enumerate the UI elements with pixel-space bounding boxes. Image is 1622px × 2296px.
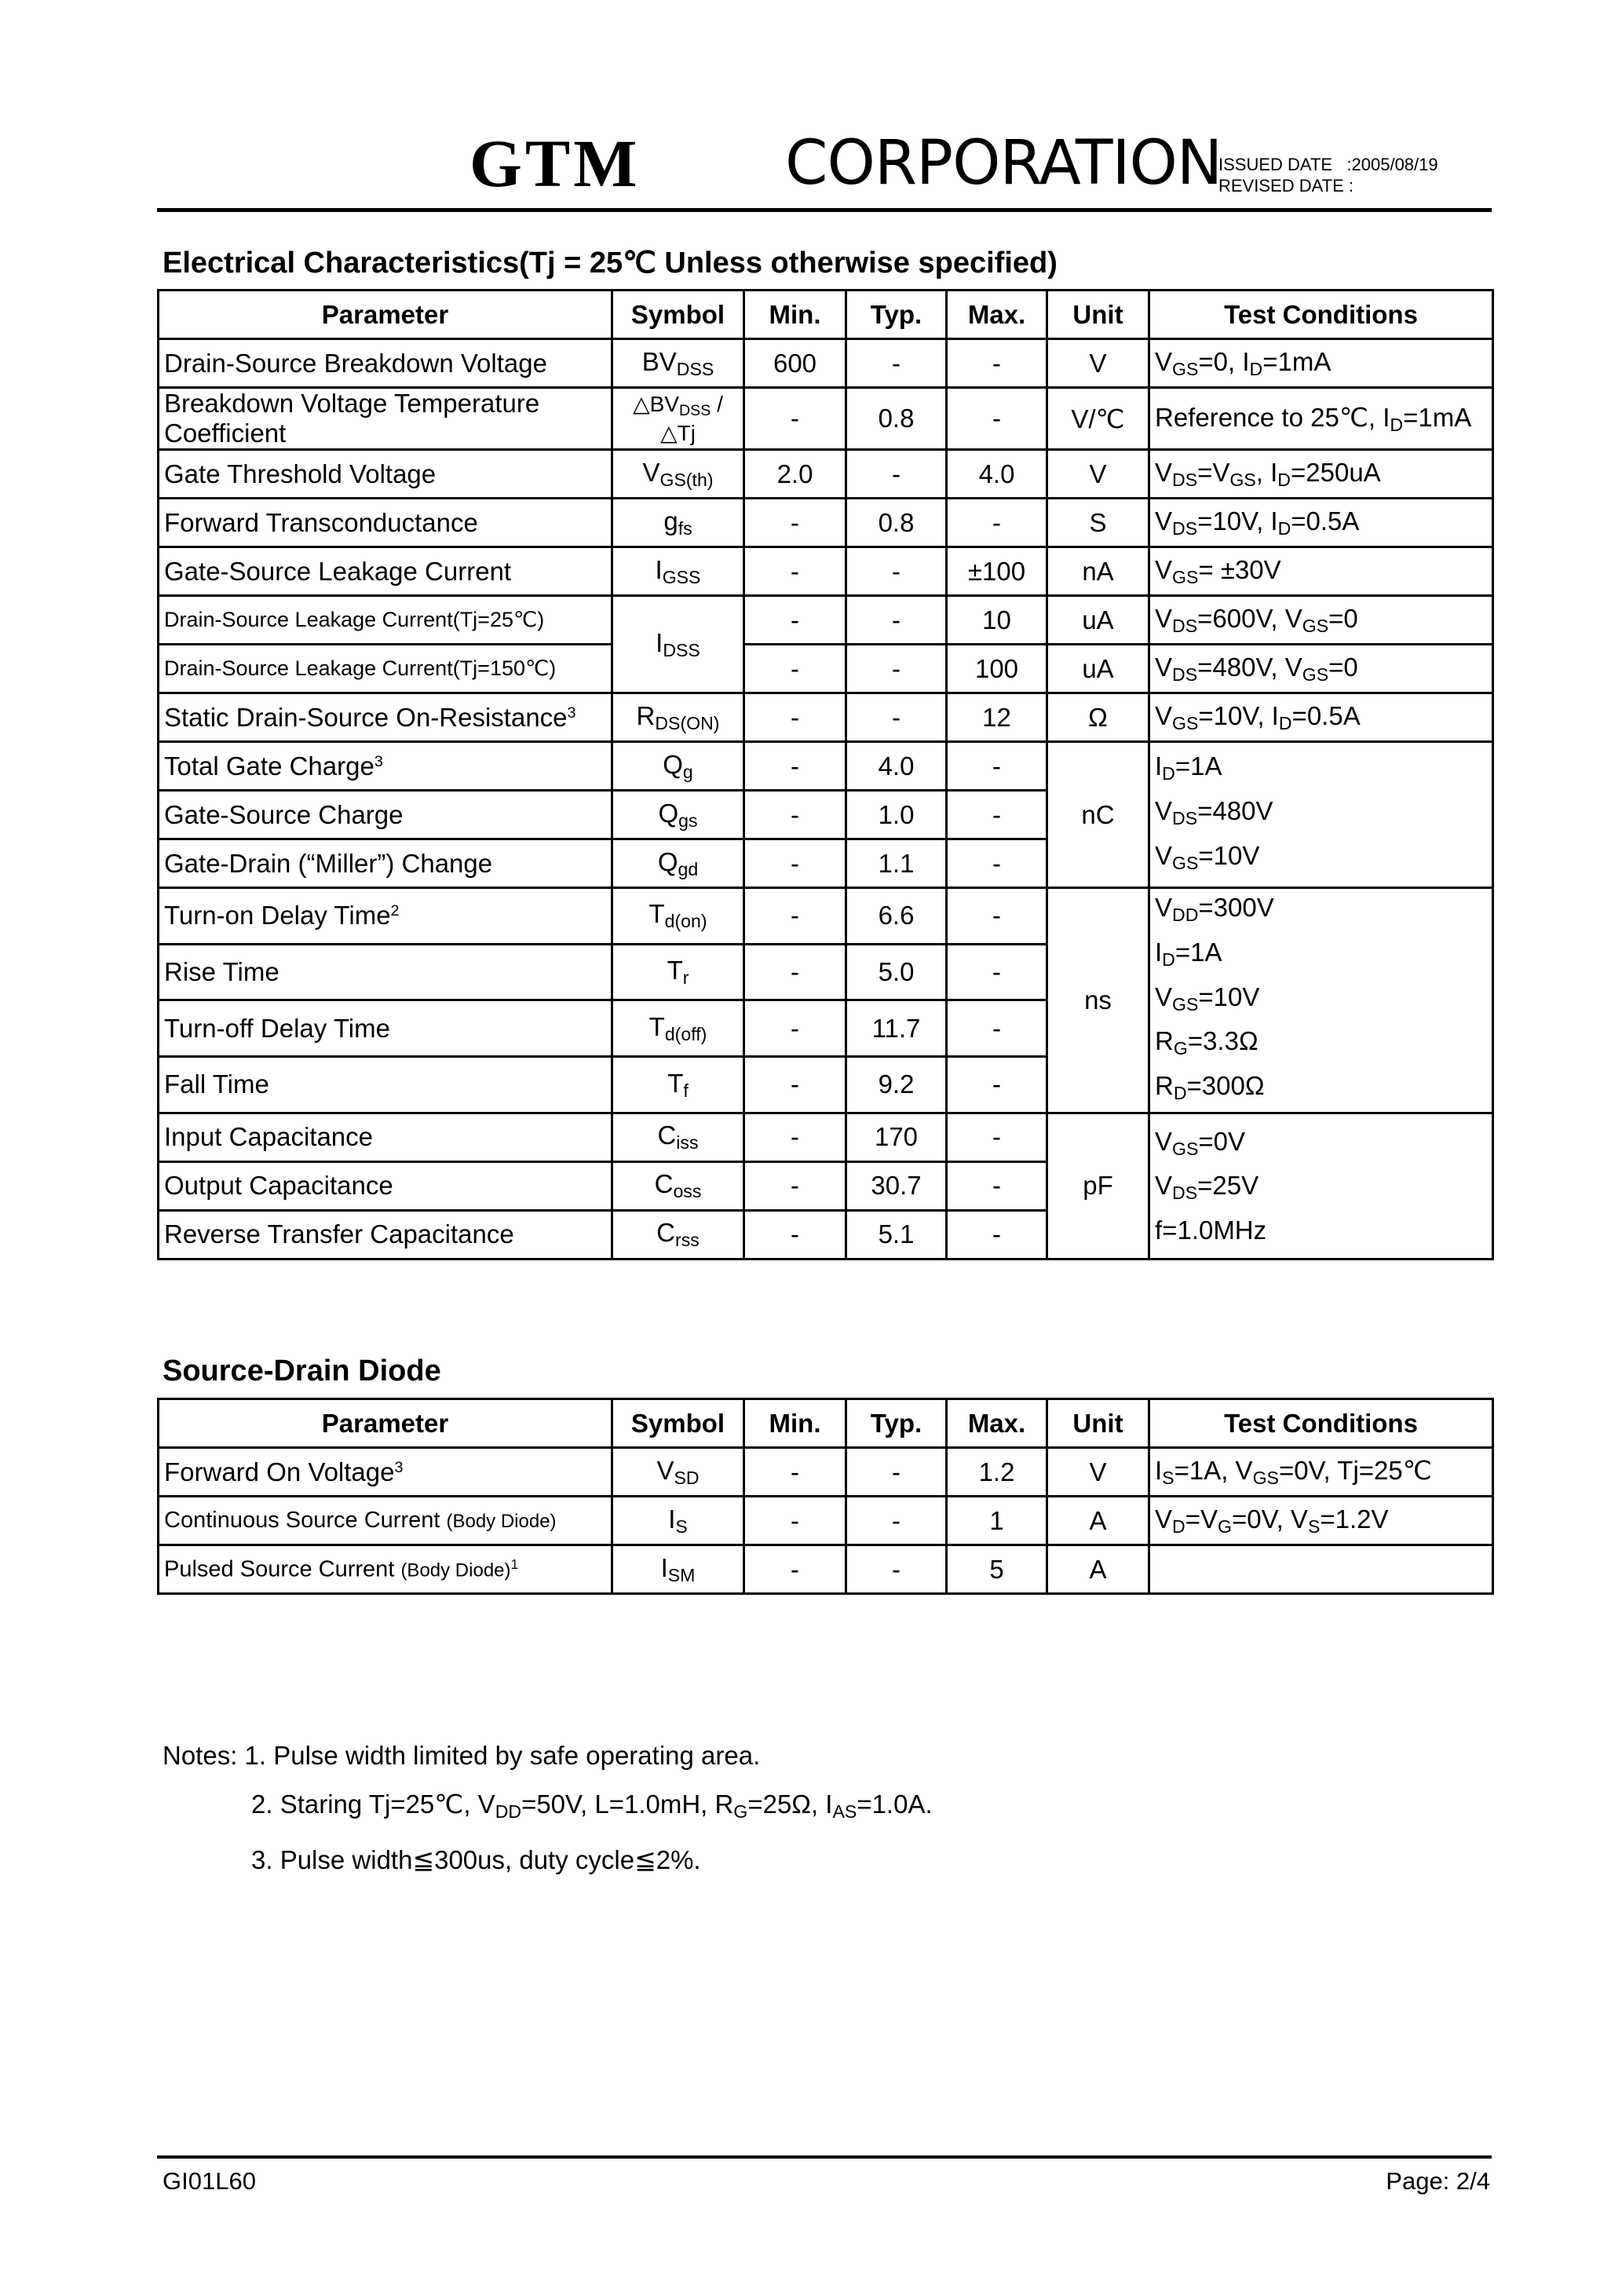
section-title-electrical: Electrical Characteristics(Tj = 25℃ Unless otherwise specified)	[163, 247, 1058, 280]
typ-cell: 11.7	[846, 1000, 947, 1057]
max-cell: -	[947, 944, 1047, 1000]
condition-cell: $V_{DS}=V_{GS}$, $I_D=250uA$	[1149, 450, 1493, 499]
condition-cell	[1149, 1545, 1493, 1594]
condition-cell: Reference to 25℃, $I_D=1mA$	[1149, 388, 1493, 450]
param-cell: Fall Time	[159, 1057, 612, 1113]
max-cell: -	[947, 742, 1047, 791]
table-header-row	[159, 1399, 1493, 1448]
typ-cell: 6.6	[846, 888, 947, 945]
symbol-cell: $I_{SM}$	[612, 1545, 744, 1594]
param-cell: Gate-Source Charge	[159, 791, 612, 839]
col-header: Parameter	[159, 1399, 612, 1448]
table-row	[159, 339, 1493, 388]
condition-cell: $V_{GS}= \pm 30V$	[1149, 547, 1493, 596]
source-drain-diode-table	[157, 1398, 1494, 1595]
table-row	[159, 1113, 1493, 1161]
symbol-cell: $R_{DS(ON)}$	[612, 693, 744, 742]
condition-cell: $I_D=1A$ $V_{DS}=480V$ $V_{GS}=10V$	[1149, 742, 1493, 888]
table-row	[159, 547, 1493, 596]
symbol-cell: $C_{iss}$	[612, 1113, 744, 1161]
table-header-row	[159, 291, 1493, 339]
param-cell: Drain-Source Leakage Current(Tj=150℃)	[159, 645, 612, 693]
symbol-cell: $T_f$	[612, 1057, 744, 1113]
max-cell: -	[947, 1113, 1047, 1161]
typ-cell: -	[846, 547, 947, 596]
max-cell: 10	[947, 596, 1047, 645]
typ-cell: 1.0	[846, 791, 947, 839]
min-cell: 600	[744, 339, 846, 388]
condition-cell: $V_{GS}=10V$, $I_D=0.5A$	[1149, 693, 1493, 742]
typ-cell: -	[846, 645, 947, 693]
param-cell: Gate-Source Leakage Current	[159, 547, 612, 596]
symbol-cell: $T_{d(off)}$	[612, 1000, 744, 1057]
issue-info	[1218, 154, 1438, 196]
section-title-diode: Source-Drain Diode	[163, 1355, 441, 1387]
param-cell: Forward On Voltage$^3$	[159, 1448, 612, 1497]
min-cell: 2.0	[744, 450, 846, 499]
symbol-cell: $V_{SD}$	[612, 1448, 744, 1497]
typ-cell: -	[846, 693, 947, 742]
min-cell: -	[744, 742, 846, 791]
param-cell: Turn-off Delay Time	[159, 1000, 612, 1057]
unit-cell: V	[1047, 339, 1149, 388]
unit-cell: A	[1047, 1497, 1149, 1545]
unit-cell: pF	[1047, 1113, 1149, 1259]
condition-cell: $V_{DS}=10V$, $I_D=0.5A$	[1149, 499, 1493, 547]
min-cell: -	[744, 1161, 846, 1210]
max-cell: -	[947, 499, 1047, 547]
table-row	[159, 742, 1493, 791]
max-cell: 1.2	[947, 1448, 1047, 1497]
note-1: Notes: 1. Pulse width limited by safe operating area.	[163, 1741, 761, 1770]
header-rule	[157, 208, 1492, 212]
param-cell: Drain-Source Leakage Current(Tj=25℃)	[159, 596, 612, 645]
max-cell: -	[947, 1000, 1047, 1057]
min-cell: -	[744, 1000, 846, 1057]
table-row	[159, 596, 1493, 645]
min-cell: -	[744, 1210, 846, 1259]
col-header: Unit	[1047, 1399, 1149, 1448]
unit-cell: nA	[1047, 547, 1149, 596]
typ-cell: 9.2	[846, 1057, 947, 1113]
param-cell: Reverse Transfer Capacitance	[159, 1210, 612, 1259]
symbol-cell: $T_{d(on)}$	[612, 888, 744, 945]
symbol-cell: $I_{GSS}$	[612, 547, 744, 596]
unit-cell: uA	[1047, 645, 1149, 693]
note-3: 3. Pulse width≦300us, duty cycle≦2%.	[251, 1844, 701, 1874]
table-row	[159, 388, 1493, 450]
min-cell: -	[744, 499, 846, 547]
min-cell: -	[744, 693, 846, 742]
min-cell: -	[744, 645, 846, 693]
table-row	[159, 1497, 1493, 1545]
param-cell: Input Capacitance	[159, 1113, 612, 1161]
symbol-cell: $\triangle BV_{DSS}$ /△Tj	[612, 388, 744, 450]
typ-cell: 5.1	[846, 1210, 947, 1259]
max-cell: 4.0	[947, 450, 1047, 499]
col-header: Test Conditions	[1149, 1399, 1493, 1448]
min-cell: -	[744, 1448, 846, 1497]
unit-cell: Ω	[1047, 693, 1149, 742]
min-cell: -	[744, 1113, 846, 1161]
typ-cell: -	[846, 339, 947, 388]
typ-cell: -	[846, 596, 947, 645]
typ-cell: -	[846, 1545, 947, 1594]
revised-date: REVISED DATE :	[1218, 176, 1353, 196]
company-logo: GTM	[469, 126, 641, 201]
condition-cell: $V_{DD}=300V$ $I_D=1A$ $V_{GS}=10V$ $R_G=3.3\Omega$ $R_D=300\Omega$	[1149, 888, 1493, 1113]
symbol-cell: $I_{DSS}$	[612, 596, 744, 693]
symbol-cell: $Q_{gs}$	[612, 791, 744, 839]
company-name: CORPORATION	[785, 128, 1222, 199]
table-row	[159, 888, 1493, 945]
table-row	[159, 1448, 1493, 1497]
max-cell: -	[947, 888, 1047, 945]
table-row	[159, 693, 1493, 742]
unit-cell: ns	[1047, 888, 1149, 1113]
param-cell: Gate Threshold Voltage	[159, 450, 612, 499]
condition-cell: $V_{GS}=0$, $I_D=1mA$	[1149, 339, 1493, 388]
symbol-cell: $Q_{gd}$	[612, 839, 744, 888]
table-row	[159, 645, 1493, 693]
typ-cell: 30.7	[846, 1161, 947, 1210]
typ-cell: -	[846, 1448, 947, 1497]
param-cell: Drain-Source Breakdown Voltage	[159, 339, 612, 388]
min-cell: -	[744, 596, 846, 645]
min-cell: -	[744, 888, 846, 945]
footer-rule	[157, 2155, 1492, 2159]
typ-cell: 170	[846, 1113, 947, 1161]
table-row	[159, 450, 1493, 499]
page-number: Page: 2/4	[1386, 2167, 1490, 2195]
param-cell: Static Drain-Source On-Resistance$^3$	[159, 693, 612, 742]
unit-cell: nC	[1047, 742, 1149, 888]
col-header: Typ.	[846, 291, 947, 339]
typ-cell: 4.0	[846, 742, 947, 791]
col-header: Max.	[947, 1399, 1047, 1448]
min-cell: -	[744, 791, 846, 839]
note-2: 2. Staring Tj=25℃, $V_{DD}=50V$, L=1.0mH, $R_G=25\Omega$, $I_{AS}=1.0A$.	[251, 1790, 933, 1822]
max-cell: -	[947, 339, 1047, 388]
document-id: GI01L60	[163, 2167, 256, 2195]
unit-cell: A	[1047, 1545, 1149, 1594]
min-cell: -	[744, 547, 846, 596]
typ-cell: -	[846, 1497, 947, 1545]
max-cell: -	[947, 388, 1047, 450]
typ-cell: 5.0	[846, 944, 947, 1000]
col-header: Unit	[1047, 291, 1149, 339]
min-cell: -	[744, 944, 846, 1000]
max-cell: -	[947, 1057, 1047, 1113]
condition-cell: $V_{DS}=600V$, $V_{GS}=0$	[1149, 596, 1493, 645]
typ-cell: 0.8	[846, 388, 947, 450]
electrical-characteristics-table	[157, 289, 1494, 1260]
param-cell: Continuous Source Current (Body Diode)	[159, 1497, 612, 1545]
symbol-cell: $I_S$	[612, 1497, 744, 1545]
typ-cell: -	[846, 450, 947, 499]
max-cell: -	[947, 1161, 1047, 1210]
symbol-cell: $Q_g$	[612, 742, 744, 791]
param-cell: Output Capacitance	[159, 1161, 612, 1210]
max-cell: 100	[947, 645, 1047, 693]
max-cell: 5	[947, 1545, 1047, 1594]
param-cell: Pulsed Source Current (Body Diode)$^1$	[159, 1545, 612, 1594]
min-cell: -	[744, 388, 846, 450]
typ-cell: 0.8	[846, 499, 947, 547]
param-cell: Rise Time	[159, 944, 612, 1000]
col-header: Max.	[947, 291, 1047, 339]
notes-block	[163, 1731, 933, 1885]
condition-cell: $V_D=V_G=0V$, $V_S=1.2V$	[1149, 1497, 1493, 1545]
unit-cell: S	[1047, 499, 1149, 547]
max-cell: ±100	[947, 547, 1047, 596]
symbol-cell: $T_r$	[612, 944, 744, 1000]
max-cell: -	[947, 1210, 1047, 1259]
param-cell: Gate-Drain (“Miller”) Change	[159, 839, 612, 888]
col-header: Test Conditions	[1149, 291, 1493, 339]
param-cell: Forward Transconductance	[159, 499, 612, 547]
condition-cell: $V_{DS}=480V$, $V_{GS}=0$	[1149, 645, 1493, 693]
unit-cell: V	[1047, 450, 1149, 499]
symbol-cell: $g_{fs}$	[612, 499, 744, 547]
symbol-cell: $BV_{DSS}$	[612, 339, 744, 388]
min-cell: -	[744, 1545, 846, 1594]
symbol-cell: $V_{GS(th)}$	[612, 450, 744, 499]
param-cell: Breakdown Voltage Temperature Coefficient	[159, 388, 612, 450]
table-row	[159, 1545, 1493, 1594]
col-header: Min.	[744, 1399, 846, 1448]
max-cell: -	[947, 791, 1047, 839]
col-header: Min.	[744, 291, 846, 339]
max-cell: 1	[947, 1497, 1047, 1545]
col-header: Typ.	[846, 1399, 947, 1448]
min-cell: -	[744, 1497, 846, 1545]
typ-cell: 1.1	[846, 839, 947, 888]
min-cell: -	[744, 839, 846, 888]
max-cell: -	[947, 839, 1047, 888]
issued-date: ISSUED DATE :2005/08/19	[1218, 155, 1438, 174]
max-cell: 12	[947, 693, 1047, 742]
page-header	[157, 124, 1492, 210]
unit-cell: V/℃	[1047, 388, 1149, 450]
col-header: Symbol	[612, 291, 744, 339]
symbol-cell: $C_{oss}$	[612, 1161, 744, 1210]
unit-cell: V	[1047, 1448, 1149, 1497]
min-cell: -	[744, 1057, 846, 1113]
col-header: Symbol	[612, 1399, 744, 1448]
symbol-cell: $C_{rss}$	[612, 1210, 744, 1259]
condition-cell: $I_S=1A$, $V_{GS}=0V$, Tj=25℃	[1149, 1448, 1493, 1497]
table-row	[159, 499, 1493, 547]
param-cell: Total Gate Charge$^3$	[159, 742, 612, 791]
param-cell: Turn-on Delay Time$^2$	[159, 888, 612, 945]
unit-cell: uA	[1047, 596, 1149, 645]
condition-cell: $V_{GS}=0V$ $V_{DS}=25V$ f=1.0MHz	[1149, 1113, 1493, 1259]
col-header: Parameter	[159, 291, 612, 339]
